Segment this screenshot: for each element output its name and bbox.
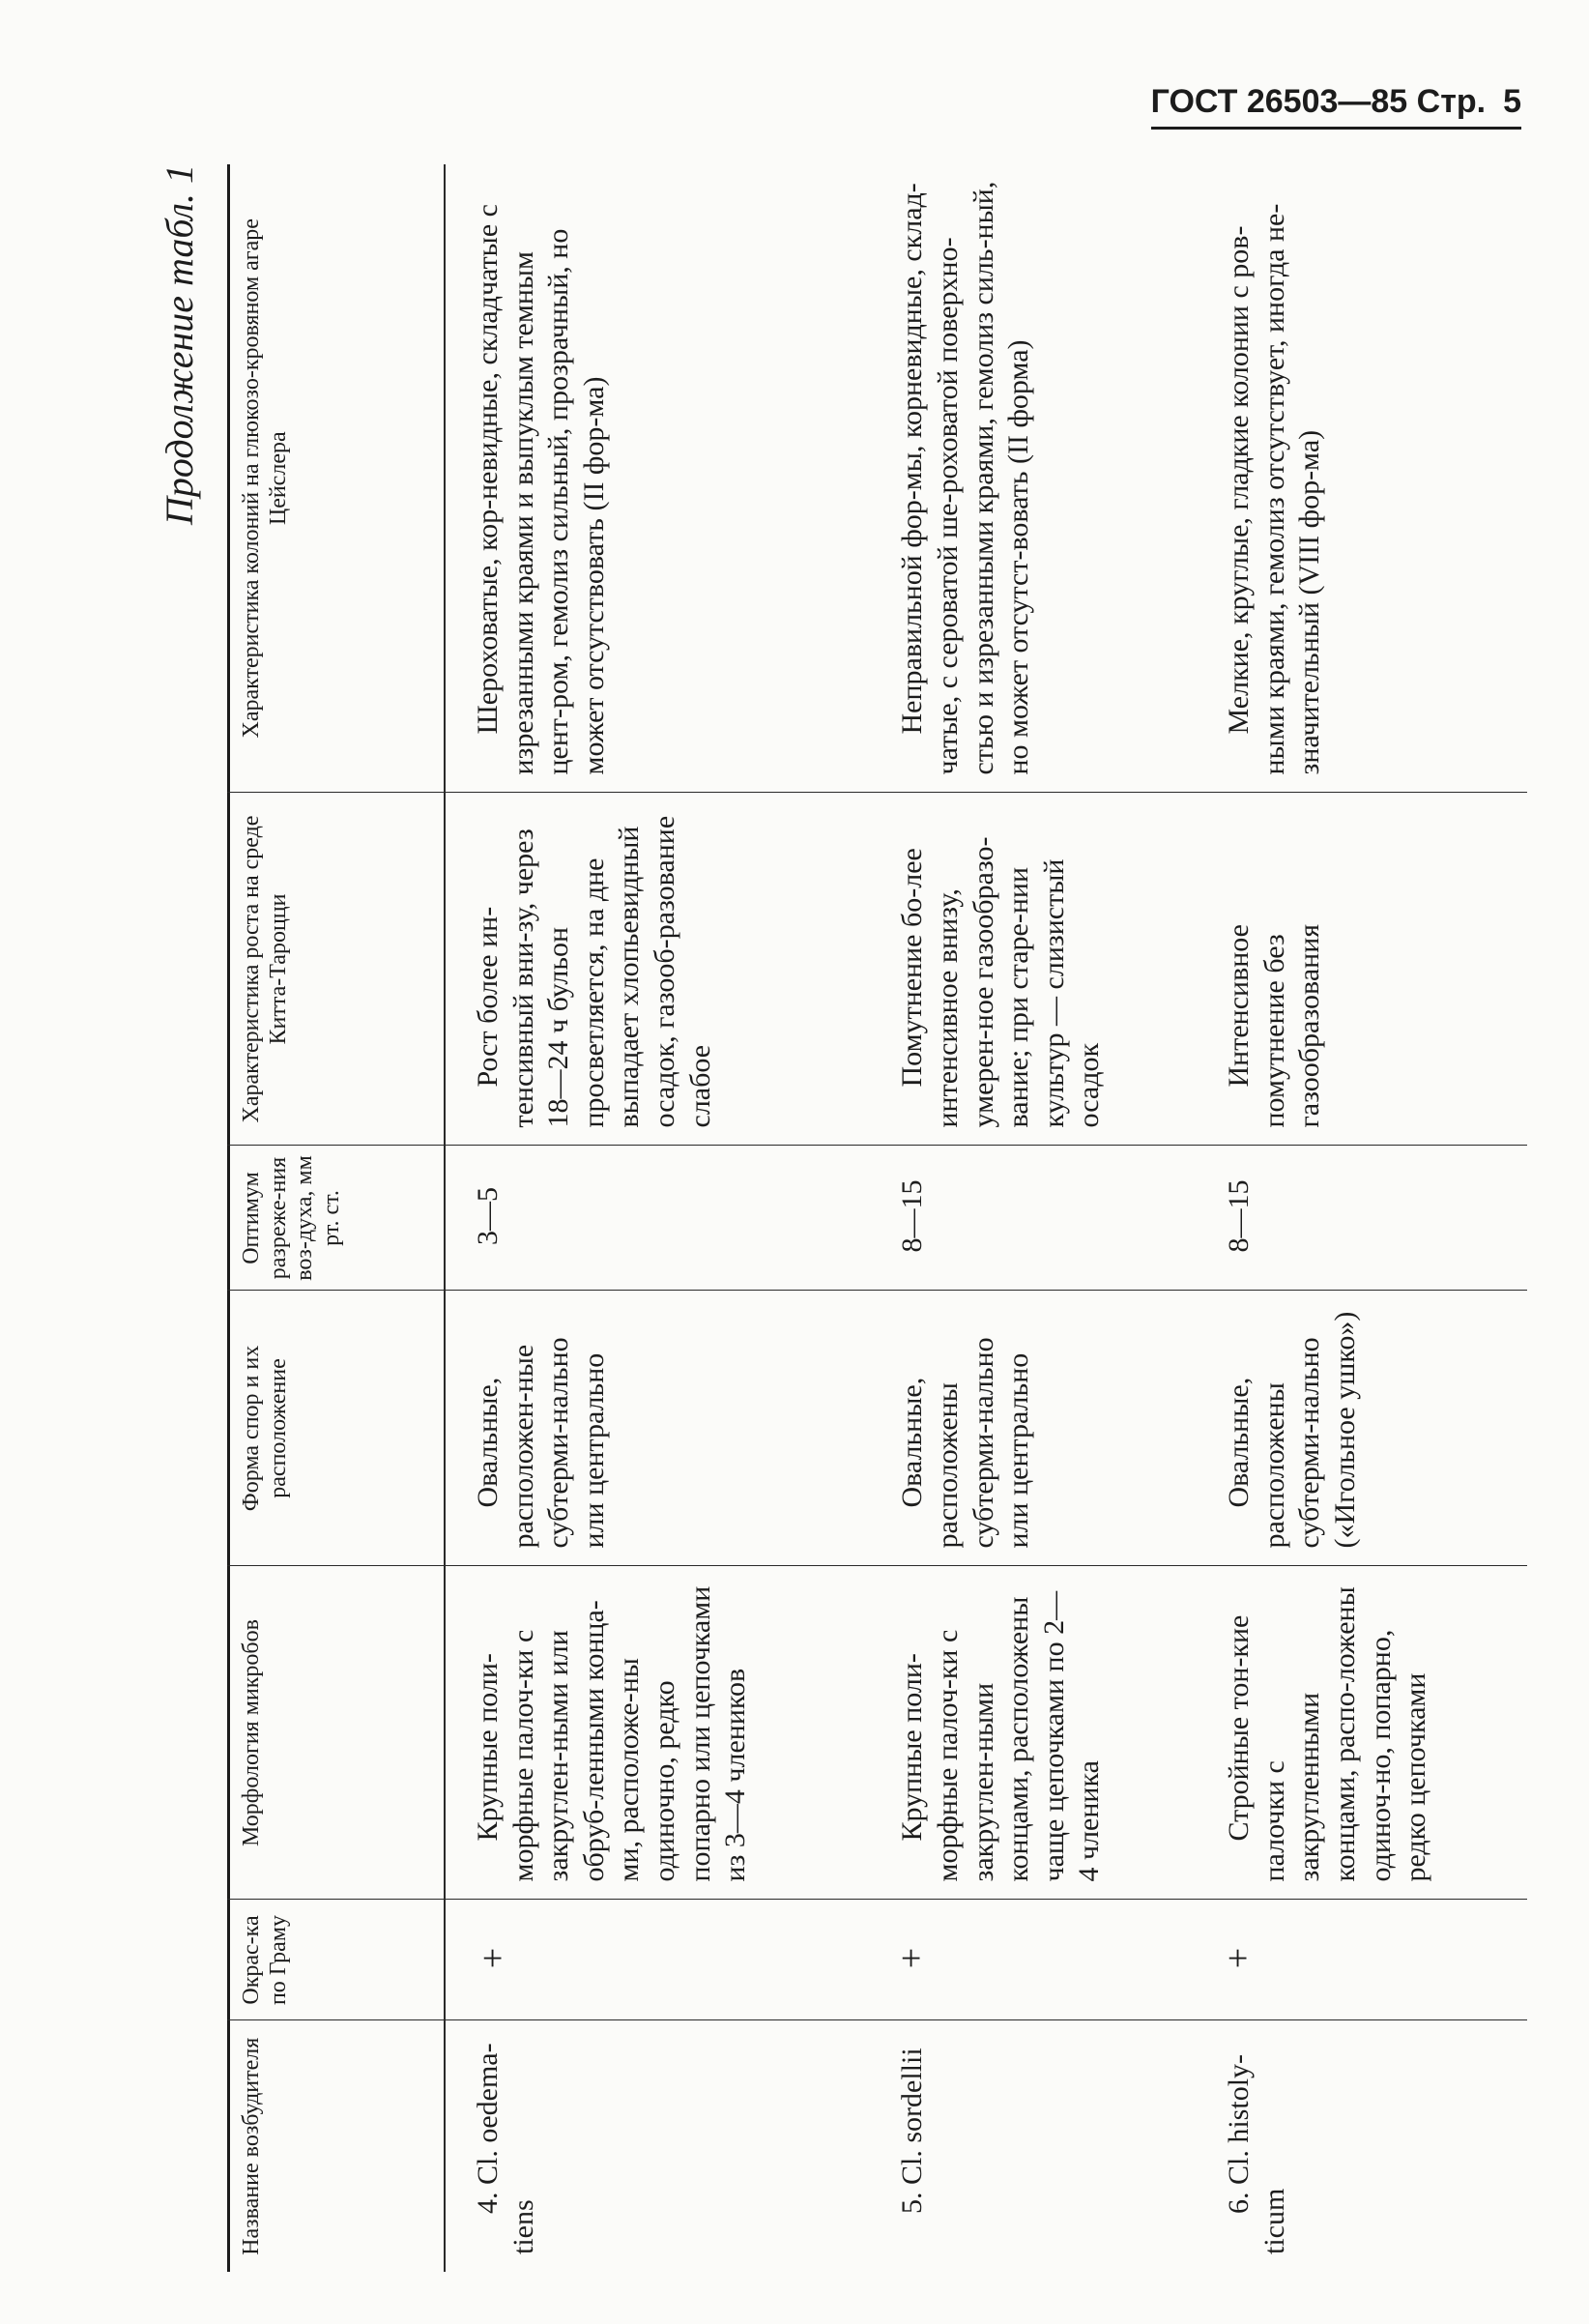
pathogen-table: [227, 164, 1527, 2272]
vacuum-cell: 8—15: [874, 1146, 1200, 1291]
col-header-morphology: Морфология микробов: [227, 1566, 445, 1900]
col-header-spores: Форма спор и их расположение: [227, 1291, 445, 1566]
col-header-vacuum: Оптимум разреже-ния воз-духа, мм рт. ст.: [227, 1146, 445, 1291]
growth-cell: Интенсивное помутнение без газообразования: [1200, 793, 1527, 1146]
pathogen-name: 5. Cl. sordellii: [896, 2048, 929, 2214]
col-header-colonies: Характеристика колоний на глюкозо-кровяном агаре Цейслера: [227, 164, 445, 793]
gram-stain: +: [1200, 1900, 1527, 2020]
morphology-cell: Крупные поли-морфные палоч-ки с закруглен-ными или обруб-ленными конца-ми, расположе-ны одиночно, редко попарно или цепочками из 3—4 члеников: [445, 1566, 874, 1900]
colonies-cell: Неправильной фор-мы, корневидные, склад-чатые, с сероватой ше-роховатой поверхно-стью и изрезанными краями, гемолиз силь-ный, но может отсутст-вовать (II форма): [874, 164, 1200, 793]
gram-stain: +: [445, 1900, 874, 2020]
spores-cell: Овальные, расположен-ные субтерми-нально или центрально: [445, 1291, 874, 1566]
vacuum-cell: 3—5: [445, 1146, 874, 1291]
pathogen-name: 4. Cl. oedema-tiens: [472, 2043, 539, 2254]
growth-cell: Помутнение бо-лее интенсивное внизу, умерен-ное газообразо-вание; при старе-нии культур — слизистый осадок: [874, 793, 1200, 1146]
table-row: [445, 164, 874, 2272]
growth-cell: Рост более ин-тенсивный вни-зу, через 18—24 ч бульон просветляется, на дне выпадает хлопьевидный осадок, газооб-разование слабое: [445, 793, 874, 1146]
continuation-title: Продолжение табл. 1: [158, 164, 201, 526]
morphology-cell: Стройные тон-кие палочки с закругленными концами, распо-ложены одиноч-но, попарно, редко цепочками: [1200, 1566, 1527, 1900]
pathogen-name: 6. Cl. histoly-ticum: [1223, 2053, 1290, 2254]
colonies-cell: Мелкие, круглые, гладкие колонии с ров-ными краями, гемолиз отсутствует, иногда не-значительный (VIII фор-ма): [1200, 164, 1527, 793]
table-header-row: [227, 164, 445, 2272]
spores-cell: Овальные, расположены субтерми-нально («Игольное ушко»): [1200, 1291, 1527, 1566]
table-row: [874, 164, 1200, 2272]
table-row: [1200, 164, 1527, 2272]
colonies-cell: Шероховатые, кор-невидные, складчатые с изрезанными краями и выпуклым темным цент-ром, гемолиз сильный, прозрачный, но может отсутствовать (II фор-ма): [445, 164, 874, 793]
page-label: Стр.: [1416, 83, 1487, 120]
gram-stain: +: [874, 1900, 1200, 2020]
morphology-cell: Крупные поли-морфные палоч-ки с закруглен-ными концами, расположены чаще цепочками по 2—4 членика: [874, 1566, 1200, 1900]
standard-number: ГОСТ 26503—85: [1150, 83, 1408, 120]
page-number: 5: [1503, 83, 1521, 120]
vacuum-cell: 8—15: [1200, 1146, 1527, 1291]
rotated-content: [135, 164, 1527, 2272]
spores-cell: Овальные, расположены субтерми-нально или центрально: [874, 1291, 1200, 1566]
col-header-gram: Окрас-ка по Граму: [227, 1900, 445, 2020]
col-header-name: Название возбудителя: [227, 2020, 445, 2272]
col-header-growth: Характеристика роста на среде Китта-Тароцци: [227, 793, 445, 1146]
